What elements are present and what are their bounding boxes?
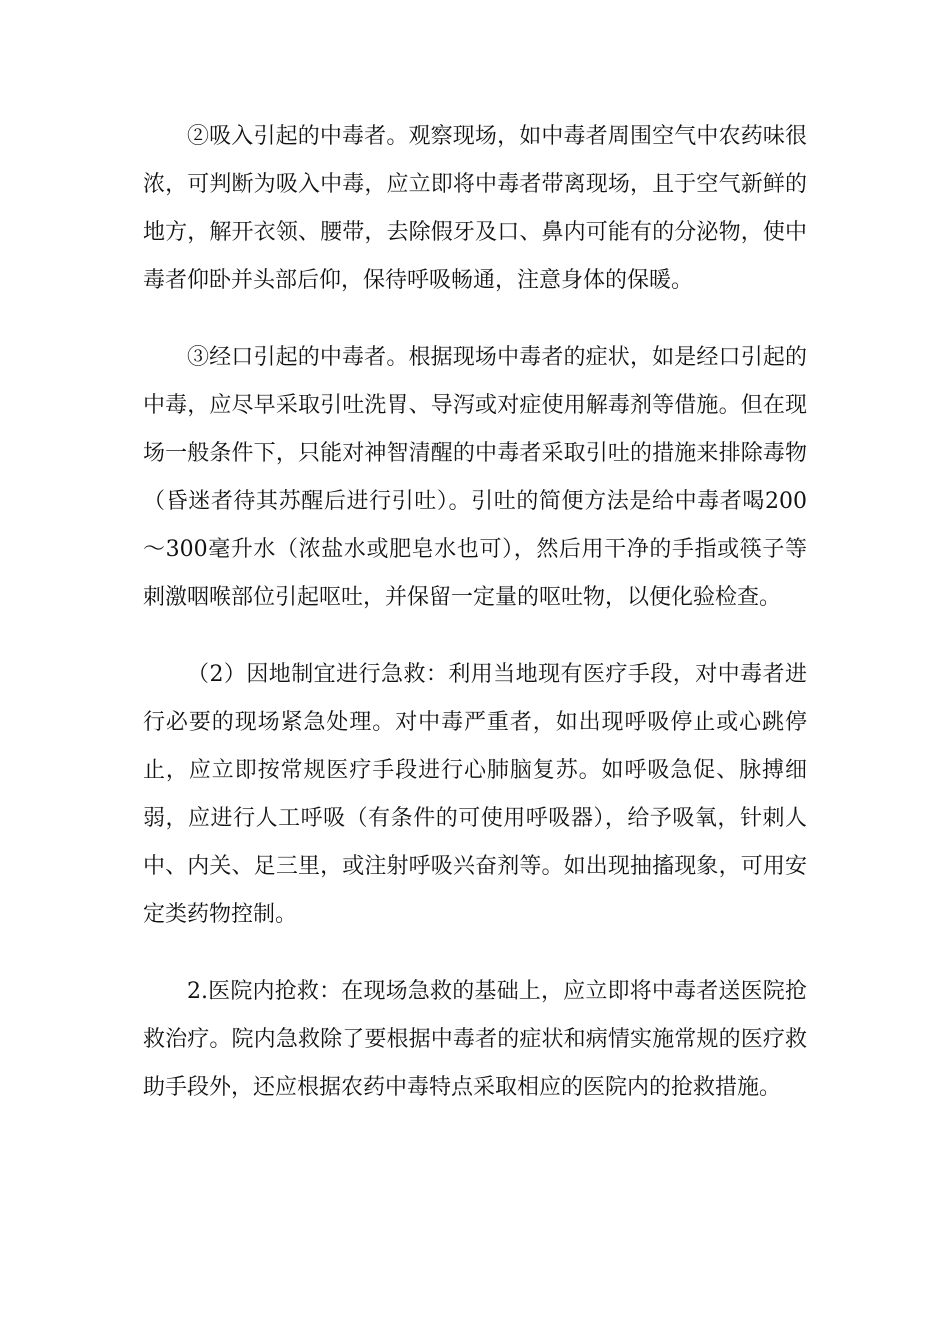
- paragraph-inhalation-poisoning: ②吸入引起的中毒者。观察现场，如中毒者周围空气中农药味很浓，可判断为吸入中毒，应立即将中毒者带离现场，且于空气新鲜的地方，解开衣领、腰带，去除假牙及口、鼻内可能有的分泌物，使中毒者仰卧并头部后仰，保待呼吸畅通，注意身体的保暖。: [143, 124, 807, 293]
- paragraph-hospital-rescue: 2.医院内抢救：在现场急救的基础上，应立即将中毒者送医院抢救治疗。院内急救除了要根据中毒者的症状和病情实施常规的医疗救助手段外，还应根据农药中毒特点采取相应的医院内的抢救措施。: [143, 979, 807, 1100]
- document-body: [143, 113, 807, 1141]
- paragraph-oral-poisoning: ③经口引起的中毒者。根据现场中毒者的症状，如是经口引起的中毒，应尽早采取引吐洗胃、导泻或对症使用解毒剂等借施。但在现场一般条件下，只能对神智清醒的中毒者采取引吐的措施来排除毒物（昏迷者待其苏醒后进行引吐）。引吐的简便方法是给中毒者喝200～300毫升水（浓盐水或肥皂水也可），然后用干净的手指或筷子等刺激咽喉部位引起呕吐，并保留一定量的呕吐物，以便化验检查。: [143, 345, 807, 610]
- paragraph-onsite-first-aid: （2）因地制宜进行急救：利用当地现有医疗手段，对中毒者进行必要的现场紧急处理。对中毒严重者，如出现呼吸停止或心跳停止，应立即按常规医疗手段进行心肺脑复苏。如呼吸急促、脉搏细弱，应进行人工呼吸（有条件的可使用呼吸器），给予吸氧，针刺人中、内关、足三里，或注射呼吸兴奋剂等。如出现抽搐现象，可用安定类药物控制。: [143, 662, 807, 927]
